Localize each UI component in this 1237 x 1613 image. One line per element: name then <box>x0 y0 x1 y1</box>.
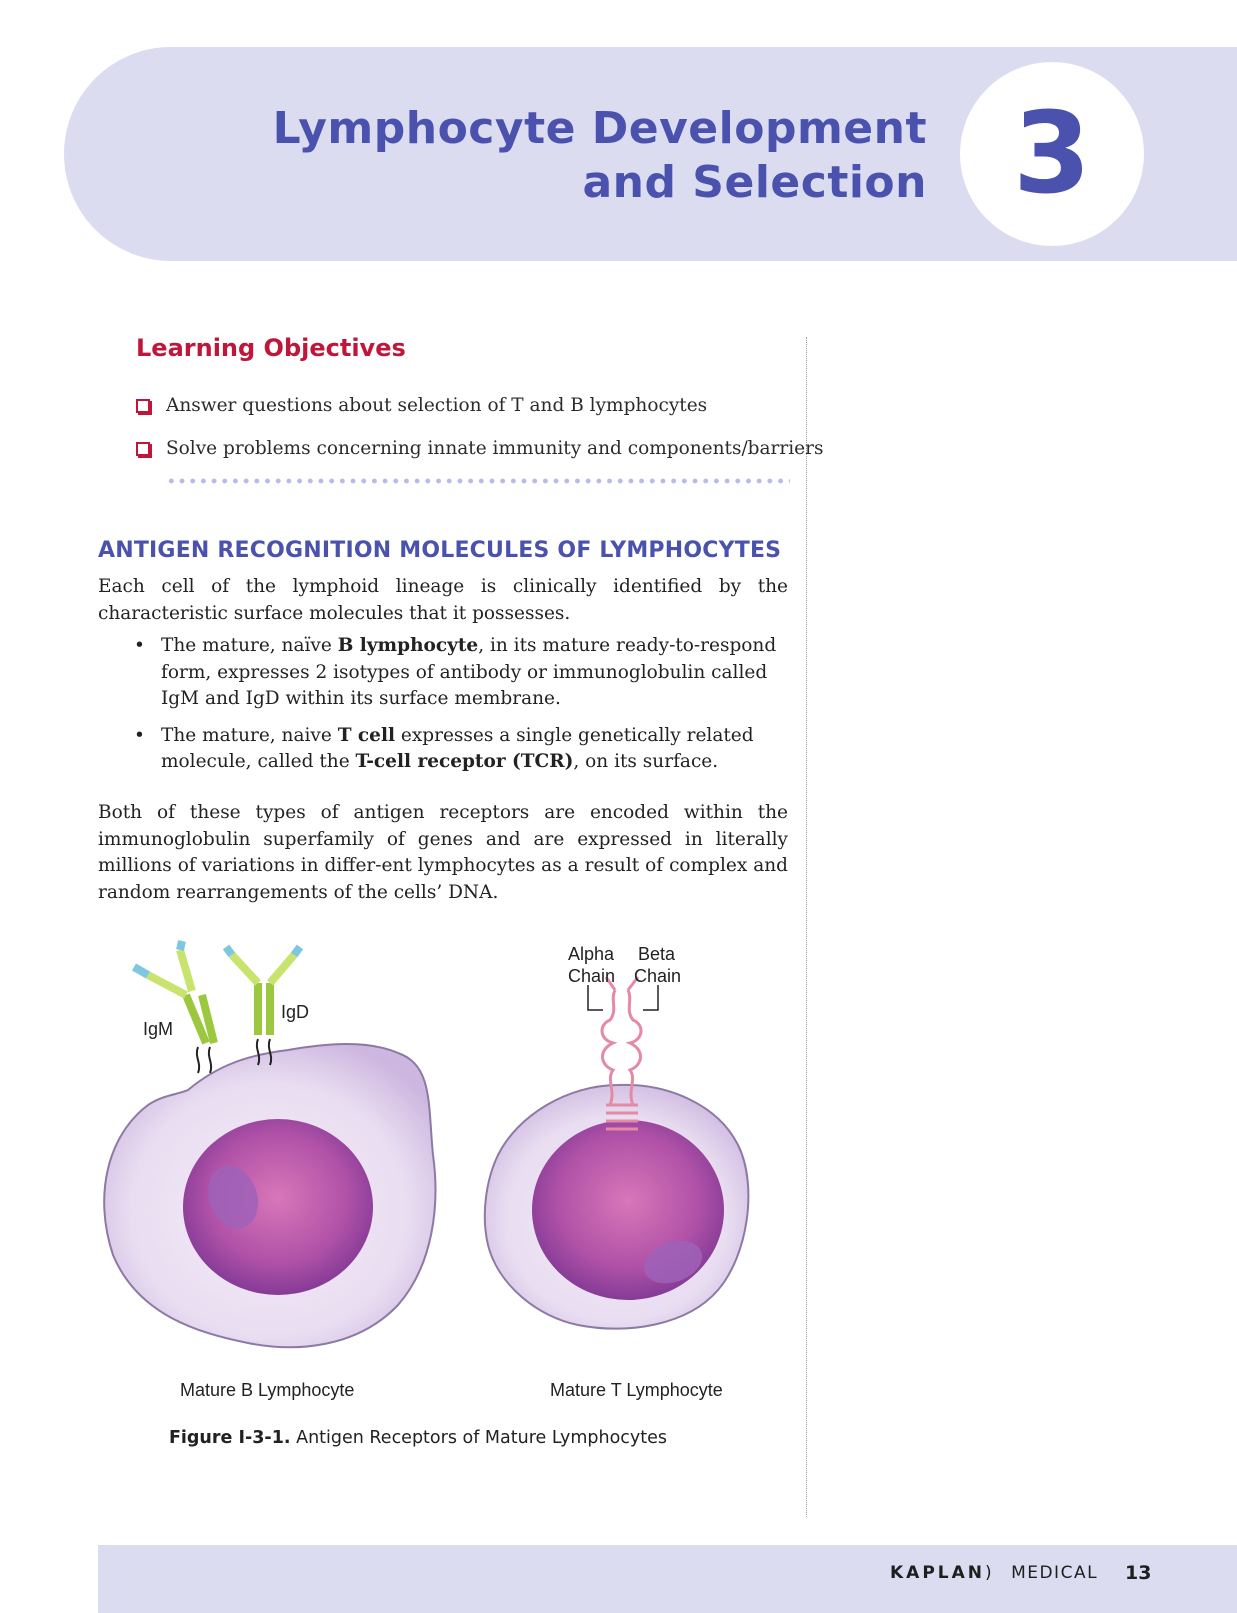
checkbox-icon <box>136 442 150 456</box>
chapter-number: 3 <box>1013 89 1091 219</box>
alpha-chain-label: Chain <box>568 966 616 986</box>
list-item <box>130 723 790 776</box>
chapter-title <box>273 102 927 210</box>
dotted-divider <box>166 478 790 484</box>
bullet-bold-term: B lymphocyte <box>337 635 479 656</box>
b-cell-label: Mature B Lymphocyte <box>180 1380 355 1400</box>
figure-caption-label: Figure I-3-1. <box>168 1428 291 1448</box>
logo-arc-icon: ) <box>985 1563 994 1583</box>
intro-paragraph: Each cell of the lymphoid lineage is clinically identified by the characteristic surface molecules that it possesses. <box>98 576 788 624</box>
chain-brackets <box>588 985 658 1010</box>
learning-objectives-heading: Learning Objectives <box>136 334 406 362</box>
column-divider <box>806 337 807 1517</box>
chapter-title-line2: and Selection <box>582 157 927 208</box>
figure-caption-text: Antigen Receptors of Mature Lymphocytes <box>296 1428 668 1448</box>
list-item <box>130 633 790 713</box>
lymphocyte-figure <box>98 944 798 1425</box>
learning-objectives-list <box>136 384 823 470</box>
chapter-title-line1: Lymphocyte Development <box>272 103 927 154</box>
chapter-number-badge <box>960 62 1144 246</box>
kaplan-logo: KAPLAN <box>890 1563 986 1583</box>
bullet-text: The mature, naive <box>161 724 338 746</box>
igm-label: IgM <box>143 1019 174 1039</box>
beta-chain-label: Chain <box>634 966 682 986</box>
bullet-list <box>130 633 790 786</box>
figure-caption <box>98 1428 738 1448</box>
bullet-bold-term: T-cell receptor (TCR) <box>355 751 574 772</box>
bullet-text: The mature, naïve <box>161 635 338 656</box>
tcr-receptor-icon <box>602 977 641 1129</box>
closing-paragraph: Both of these types of antigen receptors are encoded within the immunoglobulin superfamily of genes and are expressed in literally millions of variations in differ-ent lymphocytes as a result of complex and random rearrangements of the cells’ DNA. <box>98 802 788 903</box>
checkbox-icon <box>136 399 150 413</box>
igd-label: IgD <box>281 1002 310 1022</box>
beta-label: Beta <box>638 944 676 964</box>
footer-division: MEDICAL <box>1011 1563 1099 1583</box>
igm-antibody-icon <box>134 941 214 1073</box>
bullet-text: expresses a single genetically related molecule, called the <box>161 724 754 772</box>
bullet-icon: • <box>134 635 145 656</box>
bullet-bold-term: T cell <box>337 724 396 746</box>
list-item <box>136 384 823 427</box>
objective-text: Solve problems concerning innate immunity and components/barriers <box>166 438 824 459</box>
bullet-icon: • <box>134 724 145 746</box>
t-cell-nucleus <box>532 1120 724 1300</box>
t-cell-label: Mature T Lymphocyte <box>550 1380 723 1400</box>
list-item <box>136 427 823 470</box>
alpha-label: Alpha <box>568 944 615 964</box>
objective-text: Answer questions about selection of T and B lymphocytes <box>166 395 708 416</box>
lymphocyte-illustration <box>98 944 798 1425</box>
footer-brand <box>890 1563 1098 1583</box>
bullet-text: , in its mature ready-to-respond form, expresses 2 isotypes of antibody or immunoglobulin called IgM and IgD within its surface membrane. <box>161 635 777 709</box>
bullet-text: , on its surface. <box>573 751 719 772</box>
page-number: 13 <box>1125 1562 1152 1584</box>
section-heading: ANTIGEN RECOGNITION MOLECULES OF LYMPHOCYTES <box>98 538 782 563</box>
